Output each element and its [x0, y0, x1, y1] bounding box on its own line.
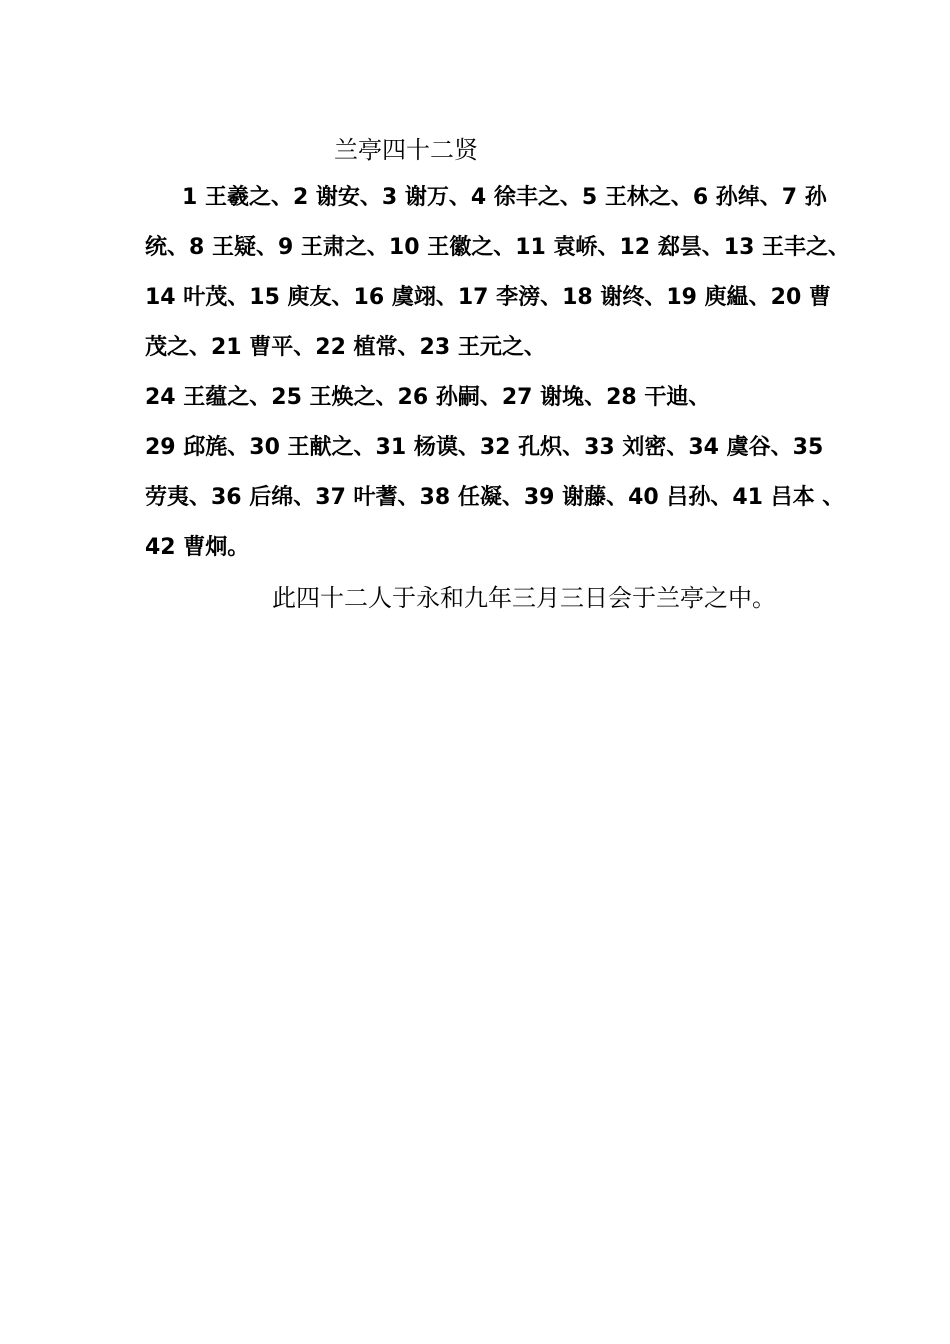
name-list-line-7: 劳夷、36 后绵、37 叶蓍、38 任凝、39 谢藤、40 吕孙、41 吕本 、 — [145, 485, 845, 510]
name-list-line-2: 统、8 王疑、9 王肃之、10 王徽之、11 袁峤、12 郄昙、13 王丰之、 — [145, 235, 851, 260]
name-list-line-4: 茂之、21 曹平、22 植常、23 王元之、 — [145, 335, 546, 360]
name-list-line-8: 42 曹炯。 — [145, 535, 250, 560]
name-list-line-5: 24 王蕴之、25 王焕之、26 孙嗣、27 谢堍、28 干迪、 — [145, 385, 711, 410]
name-list-line-1: 1 王羲之、2 谢安、3 谢万、4 徐丰之、5 王林之、6 孙绰、7 孙 — [182, 185, 827, 210]
name-list-line-3: 14 叶茂、15 庾友、16 虞翊、17 李滂、18 谢终、19 庾緼、20 曹 — [145, 285, 831, 310]
document-title: 兰亭四十二贤 — [334, 136, 478, 164]
name-list-line-6: 29 邱旄、30 王献之、31 杨谟、32 孔炽、33 刘密、34 虞谷、35 — [145, 435, 824, 460]
closing-note: 此四十二人于永和九年三月三日会于兰亭之中。 — [272, 584, 776, 612]
